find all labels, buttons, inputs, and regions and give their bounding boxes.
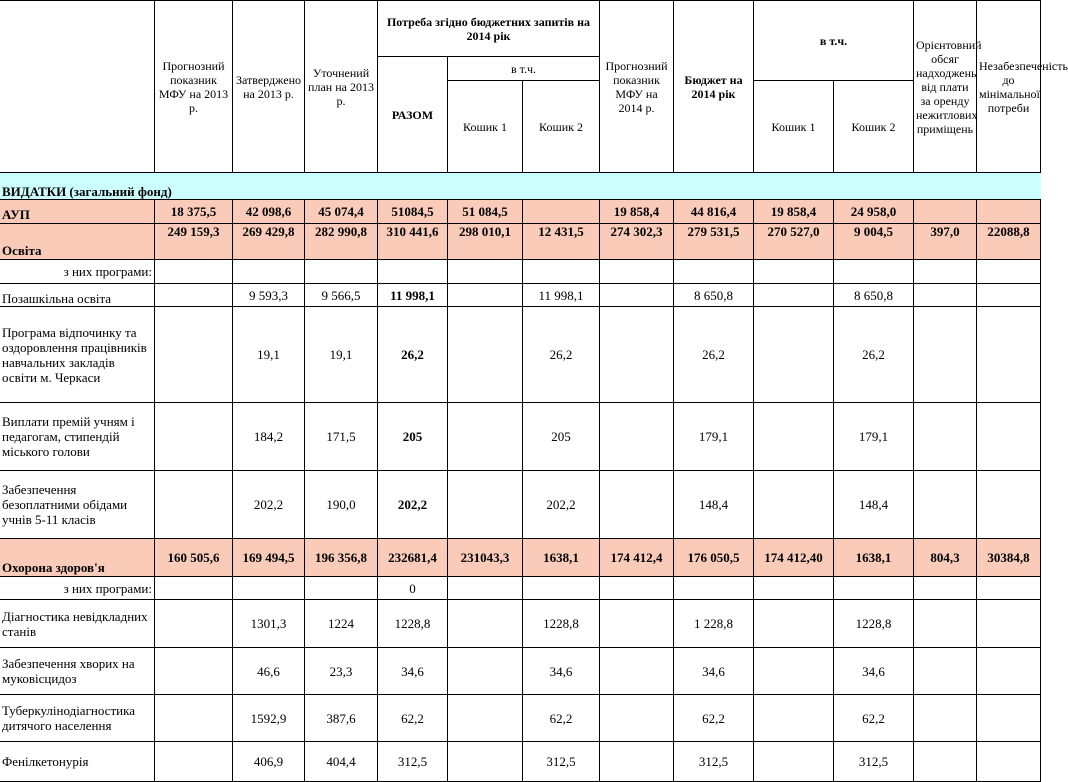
cell: 1638,1 — [834, 539, 914, 577]
cell: 312,5 — [674, 742, 754, 782]
header-incl-need: в т.ч. — [448, 57, 600, 81]
header-forecast-mfu-2014: Прогнозний показник МФУ на 2014 р. — [600, 1, 674, 173]
cell — [914, 600, 977, 648]
header-rent-income: Орієнтовний обсяг надходжень від плати за оренду нежитлових приміщень — [914, 1, 977, 173]
cell: 26,2 — [834, 307, 914, 403]
header-budget-2014: Бюджет на 2014 рік — [674, 1, 754, 173]
table-row — [0, 600, 1041, 648]
cell: 51 084,5 — [448, 200, 523, 224]
cell: 249 159,3 — [155, 224, 233, 260]
row-label: з них програми: — [0, 577, 155, 600]
cell: 231043,3 — [448, 539, 523, 577]
cell — [977, 284, 1041, 307]
table-row — [0, 648, 1041, 695]
header-forecast-mfu-2013: Прогнозний показник МФУ на 2013 р. — [155, 1, 233, 173]
cell — [977, 577, 1041, 600]
cell — [155, 403, 233, 471]
cell — [834, 260, 914, 284]
cell — [977, 742, 1041, 782]
cell: 1228,8 — [834, 600, 914, 648]
cell — [977, 200, 1041, 224]
cell: 1228,8 — [523, 600, 600, 648]
cell — [914, 471, 977, 539]
cell — [914, 695, 977, 742]
cell — [914, 577, 977, 600]
cell: 160 505,6 — [155, 539, 233, 577]
cell: 51084,5 — [378, 200, 448, 224]
cell: 1 228,8 — [674, 600, 754, 648]
cell: 1301,3 — [233, 600, 305, 648]
cell — [448, 600, 523, 648]
cell — [233, 260, 305, 284]
cell: 1638,1 — [523, 539, 600, 577]
cell — [448, 403, 523, 471]
cell — [448, 284, 523, 307]
cell: 8 650,8 — [834, 284, 914, 307]
cell — [600, 307, 674, 403]
cell: 205 — [523, 403, 600, 471]
cell: 9 004,5 — [834, 224, 914, 260]
cell: 406,9 — [233, 742, 305, 782]
cell: 0 — [378, 577, 448, 600]
cell — [977, 403, 1041, 471]
cell — [834, 577, 914, 600]
cell — [674, 260, 754, 284]
table-row — [0, 403, 1041, 471]
cell: 1228,8 — [378, 600, 448, 648]
cell: 24 958,0 — [834, 200, 914, 224]
cell — [155, 284, 233, 307]
cell: 148,4 — [674, 471, 754, 539]
cell — [155, 307, 233, 403]
row-label: Фенілкетонурія — [0, 742, 155, 782]
cell: 26,2 — [674, 307, 754, 403]
cell: 12 431,5 — [523, 224, 600, 260]
cell: 174 412,4 — [600, 539, 674, 577]
cell: 23,3 — [305, 648, 378, 695]
row-label: Виплати премій учням і педагогам, стипендій міського голови — [0, 403, 155, 471]
cell — [914, 403, 977, 471]
cell — [233, 577, 305, 600]
cell — [977, 600, 1041, 648]
cell — [754, 471, 834, 539]
cell: 397,0 — [914, 224, 977, 260]
cell: 404,4 — [305, 742, 378, 782]
cell — [754, 695, 834, 742]
cell: 232681,4 — [378, 539, 448, 577]
cell — [155, 742, 233, 782]
cell — [448, 648, 523, 695]
cell: 1224 — [305, 600, 378, 648]
row-label: Забезпечення хворих на муковісцидоз — [0, 648, 155, 695]
cell: 26,2 — [523, 307, 600, 403]
header-need-2014: Потреба згідно бюджетних запитів на 2014 рік — [378, 1, 600, 57]
cell — [977, 695, 1041, 742]
cell — [754, 403, 834, 471]
cell: 62,2 — [378, 695, 448, 742]
header-empty-cell — [0, 1, 155, 173]
header-incl-budget: в т.ч. — [754, 1, 914, 81]
cell: 190,0 — [305, 471, 378, 539]
cell: 19,1 — [233, 307, 305, 403]
cell: 804,3 — [914, 539, 977, 577]
cell — [977, 307, 1041, 403]
cell: 1592,9 — [233, 695, 305, 742]
cell — [305, 260, 378, 284]
cell: 298 010,1 — [448, 224, 523, 260]
cell: 179,1 — [674, 403, 754, 471]
cell: 176 050,5 — [674, 539, 754, 577]
row-label: Діагностика невідкладних станів — [0, 600, 155, 648]
cell: 270 527,0 — [754, 224, 834, 260]
cell — [914, 742, 977, 782]
cell — [914, 260, 977, 284]
cell — [448, 260, 523, 284]
header-basket1: Кошик 1 — [448, 81, 523, 173]
cell: 202,2 — [233, 471, 305, 539]
cell: 19 858,4 — [754, 200, 834, 224]
cell: 9 566,5 — [305, 284, 378, 307]
cell: 34,6 — [523, 648, 600, 695]
cell: 26,2 — [378, 307, 448, 403]
row-label: Програма відпочинку та оздоровлення працівників навчальних закладів освіти м. Черкаси — [0, 307, 155, 403]
cell — [977, 648, 1041, 695]
cell: 148,4 — [834, 471, 914, 539]
cell — [600, 471, 674, 539]
cell: 184,2 — [233, 403, 305, 471]
cell: 46,6 — [233, 648, 305, 695]
cell — [600, 648, 674, 695]
cell: 30384,8 — [977, 539, 1041, 577]
cell: 274 302,3 — [600, 224, 674, 260]
cell: 310 441,6 — [378, 224, 448, 260]
cell — [448, 577, 523, 600]
header-unfunded: Незабезпеченість до мінімальної потреби — [977, 1, 1041, 173]
cell — [914, 284, 977, 307]
cell: 11 998,1 — [523, 284, 600, 307]
cell — [754, 260, 834, 284]
cell — [754, 284, 834, 307]
cell: 179,1 — [834, 403, 914, 471]
cell — [378, 260, 448, 284]
cell — [600, 577, 674, 600]
table-row — [0, 284, 1041, 307]
cell: 312,5 — [378, 742, 448, 782]
table-row — [0, 539, 1041, 577]
cell: 18 375,5 — [155, 200, 233, 224]
cell — [523, 577, 600, 600]
cell: 34,6 — [674, 648, 754, 695]
cell — [600, 695, 674, 742]
cell — [155, 648, 233, 695]
row-label: Забезпечення безоплатними обідами учнів 5-11 класів — [0, 471, 155, 539]
cell — [674, 577, 754, 600]
row-label: з них програми: — [0, 260, 155, 284]
cell: 174 412,40 — [754, 539, 834, 577]
cell: 62,2 — [523, 695, 600, 742]
cell: 62,2 — [674, 695, 754, 742]
cell: 171,5 — [305, 403, 378, 471]
cell: 42 098,6 — [233, 200, 305, 224]
cell — [448, 471, 523, 539]
cell: 19 858,4 — [600, 200, 674, 224]
header-total: РАЗОМ — [378, 57, 448, 173]
cell: 9 593,3 — [233, 284, 305, 307]
cell — [155, 600, 233, 648]
cell: 269 429,8 — [233, 224, 305, 260]
cell: 19,1 — [305, 307, 378, 403]
cell — [600, 260, 674, 284]
cell: 279 531,5 — [674, 224, 754, 260]
row-label: Освіта — [0, 224, 155, 260]
cell: 62,2 — [834, 695, 914, 742]
cell — [754, 648, 834, 695]
cell — [155, 695, 233, 742]
cell: 34,6 — [378, 648, 448, 695]
cell: 169 494,5 — [233, 539, 305, 577]
header-approved-2013: Затверджено на 2013 р. — [233, 1, 305, 173]
cell — [754, 577, 834, 600]
cell — [914, 648, 977, 695]
cell — [914, 200, 977, 224]
cell — [523, 260, 600, 284]
header-basket1b: Кошик 1 — [754, 81, 834, 173]
table-row — [0, 307, 1041, 403]
row-label: АУП — [0, 200, 155, 224]
cell — [448, 307, 523, 403]
cell — [914, 307, 977, 403]
cell — [305, 577, 378, 600]
cell — [754, 600, 834, 648]
cell: 34,6 — [834, 648, 914, 695]
cell: 282 990,8 — [305, 224, 378, 260]
cell — [977, 471, 1041, 539]
cell: 8 650,8 — [674, 284, 754, 307]
table-row — [0, 742, 1041, 782]
cell — [754, 742, 834, 782]
table-row — [0, 260, 1041, 284]
header-basket2: Кошик 2 — [523, 81, 600, 173]
table-row — [0, 224, 1041, 260]
table-row — [0, 577, 1041, 600]
cell: 11 998,1 — [378, 284, 448, 307]
cell: 312,5 — [834, 742, 914, 782]
cell — [448, 742, 523, 782]
cell — [600, 742, 674, 782]
row-label: Позашкільна освіта — [0, 284, 155, 307]
cell: 205 — [378, 403, 448, 471]
cell: 196 356,8 — [305, 539, 378, 577]
row-label: Туберкулінодіагностика дитячого населення — [0, 695, 155, 742]
cell — [600, 600, 674, 648]
cell — [600, 284, 674, 307]
cell — [754, 307, 834, 403]
section-title: ВИДАТКИ (загальний фонд) — [0, 173, 1041, 200]
header-refined-2013: Уточнений план на 2013 р. — [305, 1, 378, 173]
cell — [448, 695, 523, 742]
cell: 387,6 — [305, 695, 378, 742]
cell: 312,5 — [523, 742, 600, 782]
row-label: Охорона здоров'я — [0, 539, 155, 577]
cell — [977, 260, 1041, 284]
header-basket2b: Кошик 2 — [834, 81, 914, 173]
cell: 202,2 — [523, 471, 600, 539]
cell — [600, 403, 674, 471]
cell — [523, 200, 600, 224]
cell — [155, 577, 233, 600]
cell: 44 816,4 — [674, 200, 754, 224]
table-row — [0, 471, 1041, 539]
cell: 22088,8 — [977, 224, 1041, 260]
table-row — [0, 200, 1041, 224]
cell — [155, 260, 233, 284]
cell: 45 074,4 — [305, 200, 378, 224]
table-row — [0, 695, 1041, 742]
cell — [155, 471, 233, 539]
cell: 202,2 — [378, 471, 448, 539]
